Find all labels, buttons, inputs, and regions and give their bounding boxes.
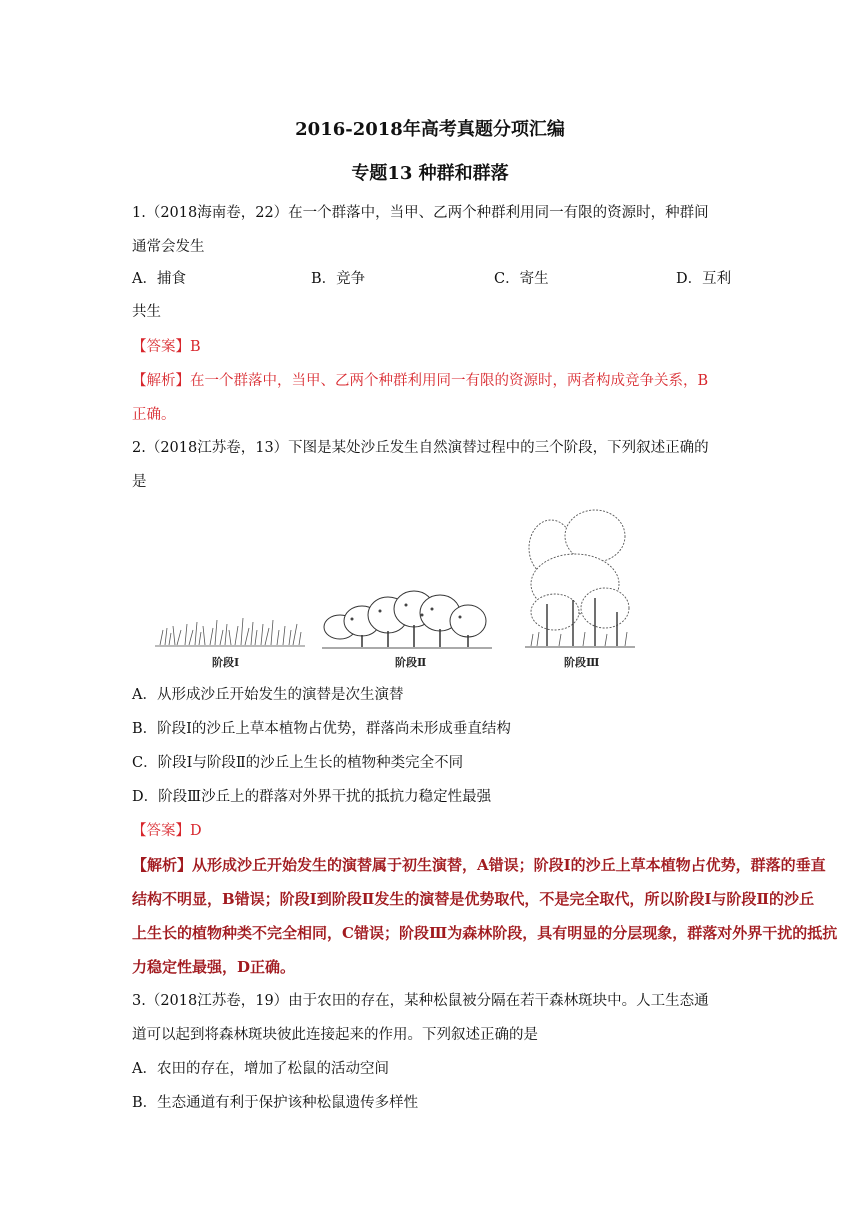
q1-option-d: D．互利 (676, 271, 732, 287)
q1-stem-line1: 1.（2018海南卷，22）在一个群落中，当甲、乙两个种群利用同一有限的资源时，种群间 (132, 205, 709, 221)
q2-option-c: C．阶段Ⅰ与阶段Ⅱ的沙丘上生长的植物种类完全不同 (132, 755, 464, 771)
q1-option-a: A．捕食 (132, 271, 186, 287)
q2-stem-line2: 是 (132, 474, 147, 490)
q1-analysis-line2: 正确。 (132, 407, 176, 423)
figure-label-stage3: 阶段Ⅲ (564, 656, 600, 669)
q2-analysis-line4: 力稳定性最强，D正确。 (132, 958, 296, 976)
q2-analysis-line2: 结构不明显，B错误；阶段Ⅰ到阶段Ⅱ发生的演替是优势取代，不是完全取代，所以阶段Ⅰ与阶段Ⅱ的沙丘 (132, 890, 814, 908)
q2-option-d: D．阶段Ⅲ沙丘上的群落对外界干扰的抵抗力稳定性最强 (132, 789, 492, 805)
q1-answer: 【答案】B (132, 339, 201, 355)
figure-label-stage2: 阶段Ⅱ (395, 656, 427, 669)
q3-stem-line1: 3.（2018江苏卷，19）由于农田的存在，某种松鼠被分隔在若干森林斑块中。人工生态通 (132, 993, 709, 1009)
q1-option-d-cont: 共生 (132, 304, 161, 320)
stage2-shrub-illustration (322, 585, 492, 651)
q1-analysis-line1: 【解析】在一个群落中，当甲、乙两个种群利用同一有限的资源时，两者构成竞争关系，B (132, 373, 709, 389)
q1-option-b: B．竞争 (311, 271, 366, 287)
q2-analysis-line3: 上生长的植物种类不完全相同，C错误；阶段Ⅲ为森林阶段，具有明显的分层现象，群落对外界干扰的抵抗 (132, 924, 838, 942)
q3-option-a: A．农田的存在，增加了松鼠的活动空间 (132, 1061, 389, 1077)
stage3-forest-illustration (525, 508, 635, 650)
q1-option-c: C．寄生 (494, 271, 549, 287)
page-title: 2016-2018年高考真题分项汇编 (295, 119, 565, 140)
q2-option-b: B．阶段Ⅰ的沙丘上草本植物占优势，群落尚未形成垂直结构 (132, 721, 511, 737)
q1-stem-line2: 通常会发生 (132, 239, 205, 255)
q2-option-a: A．从形成沙丘开始发生的演替是次生演替 (132, 687, 404, 703)
page-subtitle: 专题13 种群和群落 (351, 163, 509, 184)
q3-stem-line2: 道可以起到将森林斑块彼此连接起来的作用。下列叙述正确的是 (132, 1027, 538, 1043)
q2-analysis-line1: 【解析】从形成沙丘开始发生的演替属于初生演替，A错误；阶段Ⅰ的沙丘上草本植物占优势，群落的垂直 (132, 856, 826, 874)
stage1-grass-illustration (155, 600, 305, 650)
q2-stem-line1: 2.（2018江苏卷，13）下图是某处沙丘发生自然演替过程中的三个阶段，下列叙述正确的 (132, 440, 709, 456)
q3-option-b: B．生态通道有利于保护该种松鼠遗传多样性 (132, 1095, 419, 1111)
q2-answer: 【答案】D (132, 823, 202, 839)
figure-label-stage1: 阶段Ⅰ (212, 656, 240, 669)
